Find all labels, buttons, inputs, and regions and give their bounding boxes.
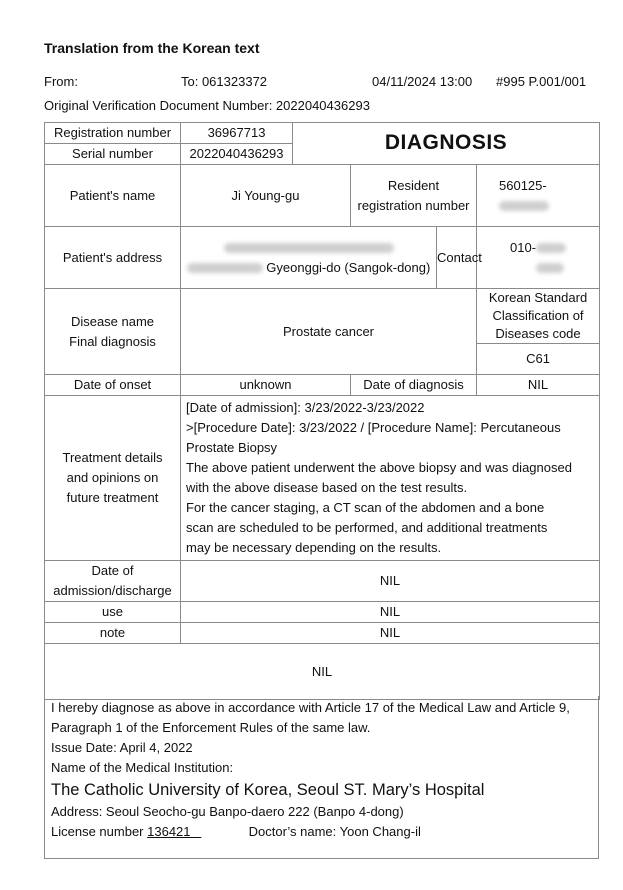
note-value: NIL [181, 623, 600, 644]
diagnosis-date-label: Date of diagnosis [351, 375, 477, 396]
patient-name-value: Ji Young-gu [181, 165, 351, 227]
address-value [181, 227, 437, 289]
kscd-value: C61 [477, 344, 600, 375]
license-number-text: 136421 [147, 824, 191, 839]
treatment-line: with the above disease based on the test results. [186, 480, 468, 495]
disease-value: Prostate cancer [181, 289, 477, 375]
treatment-line: may be necessary depending on the results. [186, 540, 442, 555]
fax-datetime: 04/11/2024 13:00 [372, 74, 473, 89]
admission-value: NIL [181, 561, 600, 602]
license-number [147, 824, 201, 839]
license-label: License number [51, 824, 144, 839]
statement-line-2: Paragraph 1 of the Enforcement Rules of the same law. [51, 720, 371, 735]
redacted-address-prefix [187, 263, 263, 273]
treatment-line: >[Procedure Date]: 3/23/2022 / [Procedure Name]: Percutaneous [186, 420, 561, 435]
disease-label-line2: Final diagnosis [69, 333, 156, 349]
address-visible-text: Gyeonggi-do (Sangok-dong) [266, 259, 431, 275]
treatment-line: [Date of admission]: 3/23/2022-3/23/2022 [186, 400, 425, 415]
use-label: use [45, 602, 181, 623]
contact-value [477, 227, 600, 289]
address-label: Patient's address [45, 227, 181, 289]
treatment-line: Prostate Biopsy [186, 440, 278, 455]
fax-from: From: [44, 74, 78, 89]
contact-prefix: 010- [510, 239, 537, 255]
treatment-line: The above patient underwent the above biopsy and was diagnosed [186, 460, 572, 475]
diagnosis-form [44, 122, 600, 700]
document-title: Translation from the Korean text [44, 40, 260, 56]
disease-label [45, 289, 181, 375]
resident-number-label: Resident registration number [351, 165, 477, 227]
fax-page: #995 P.001/001 [496, 74, 587, 89]
treatment-details [181, 396, 600, 561]
redacted-phone-part2 [536, 263, 564, 273]
onset-value: unknown [181, 375, 351, 396]
treatment-line: scan are scheduled to be performed, and additional treatments [186, 520, 548, 535]
institution-address: Address: Seoul Seocho-gu Banpo-daero 222 (Banpo 4-dong) [51, 804, 404, 819]
diagnosis-heading-text: DIAGNOSIS [384, 130, 508, 154]
onset-label: Date of onset [45, 375, 181, 396]
contact-label: Contact [437, 227, 477, 289]
kscd-label: Korean Standard Classification of Diseases code [477, 289, 600, 344]
institution-label: Name of the Medical Institution: [51, 760, 234, 775]
issue-date: Issue Date: April 4, 2022 [51, 740, 193, 755]
serial-label: Serial number [45, 144, 181, 165]
resident-number-value [477, 165, 600, 227]
patient-name-label: Patient's name [45, 165, 181, 227]
diagnosis-date-value: NIL [477, 375, 600, 396]
remarks-value: NIL [45, 644, 600, 700]
treatment-line: For the cancer staging, a CT scan of the abdomen and a bone [186, 500, 545, 515]
admission-label: Date of admission/discharge [45, 561, 181, 602]
fax-to: To: 061323372 [181, 74, 268, 89]
diagnosis-heading [293, 123, 600, 165]
note-label: note [45, 623, 181, 644]
disease-label-line1: Disease name [70, 313, 155, 329]
statement-line-1: I hereby diagnose as above in accordance with Article 17 of the Medical Law and Article 9, [51, 700, 570, 715]
serial-value: 2022040436293 [181, 144, 293, 165]
redacted-address-line [224, 243, 394, 253]
resident-number-text: 560125- [499, 177, 547, 193]
use-value: NIL [181, 602, 600, 623]
redacted-resident-digits [499, 201, 549, 211]
doctor-name: Doctor’s name: Yoon Chang-il [248, 824, 421, 839]
license-line [51, 822, 592, 842]
treatment-label: Treatment details and opinions on future treatment [45, 396, 181, 561]
verification-number: Original Verification Document Number: 2022040436293 [44, 98, 370, 113]
certification-box [44, 696, 599, 859]
institution-name: The Catholic University of Korea, Seoul ST. Mary’s Hospital [51, 781, 485, 799]
registration-label: Registration number [45, 123, 181, 144]
registration-value: 36967713 [181, 123, 293, 144]
redacted-phone-part1 [536, 243, 566, 253]
